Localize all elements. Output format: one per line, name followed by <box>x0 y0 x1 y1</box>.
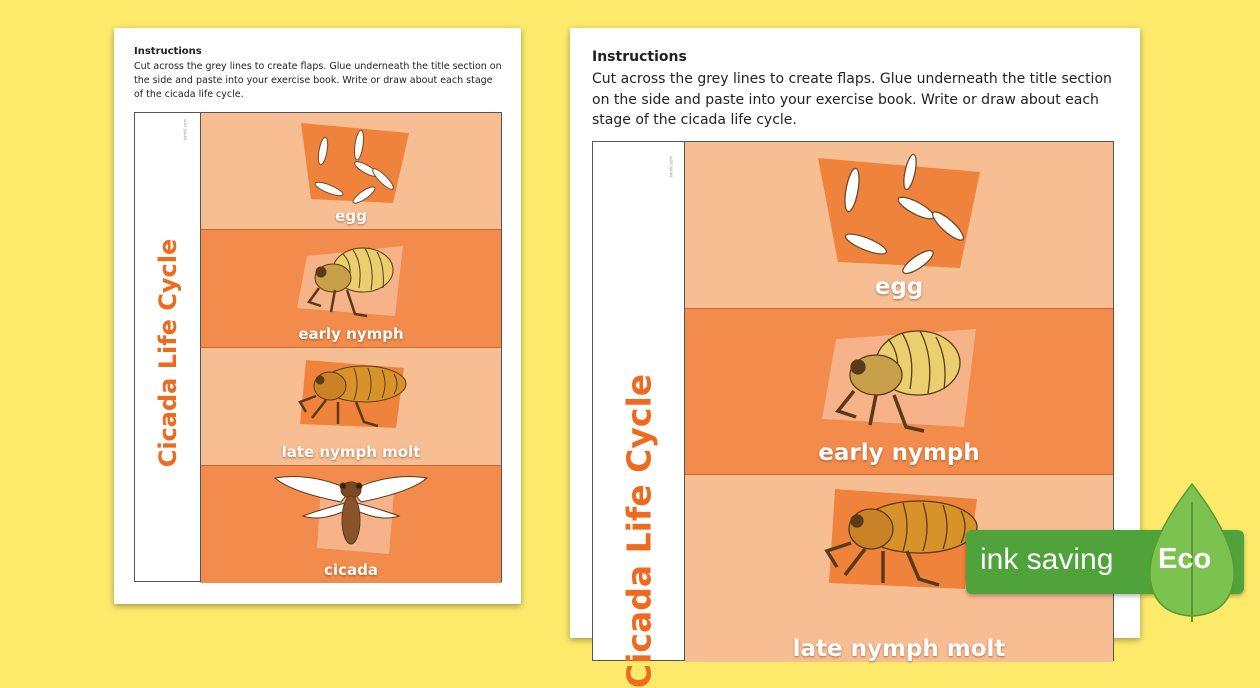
instructions-text: Cut across the grey lines to create flaps. Glue underneath the title section on the side and paste into your exercise book. Write or draw about each stage of the cicada life cycle. <box>592 71 1112 128</box>
eco-label: Eco <box>1158 543 1212 575</box>
late-nymph-illustration <box>286 356 416 436</box>
copyright-text: twinkl.com <box>668 155 674 178</box>
stage-row-early-nymph <box>685 309 1113 475</box>
title-strip <box>135 113 201 581</box>
stage-label-egg: egg <box>874 274 924 300</box>
stage-row-egg <box>201 113 501 230</box>
stage-label-early-nymph: early nymph <box>298 325 404 343</box>
early-nymph-illustration <box>291 236 411 324</box>
stage-label-late-nymph-molt: late nymph molt <box>792 636 1006 662</box>
ink-saving-text: ink saving <box>980 543 1114 576</box>
stage-label-egg: egg <box>335 207 367 225</box>
stage-label-early-nymph: early nymph <box>818 440 980 466</box>
late-nymph-illustration <box>809 485 989 601</box>
stage-row-egg <box>685 142 1113 309</box>
stage-row-early-nymph <box>201 230 501 348</box>
stage-label-late-nymph-molt: late nymph molt <box>281 443 421 461</box>
stage-row-cicada <box>201 466 501 583</box>
early-nymph-illustration <box>814 317 984 435</box>
title-strip <box>593 142 685 688</box>
cicada-illustration <box>271 472 431 558</box>
stage-row-late-nymph-molt <box>201 348 501 466</box>
instructions-title: Instructions <box>592 49 687 65</box>
eggs-illustration <box>291 121 411 205</box>
copyright-text: twinkl.com <box>182 118 188 141</box>
eggs-illustration <box>814 150 984 270</box>
vertical-title: Cicada Life Cycle <box>153 238 182 468</box>
vertical-title: Cicada Life Cycle <box>619 373 658 688</box>
worksheet-preview-small <box>114 28 521 604</box>
instructions-title: Instructions <box>134 46 202 57</box>
stage-label-cicada: cicada <box>324 561 378 579</box>
flap-panel <box>134 112 502 582</box>
instructions-text: Cut across the grey lines to create flaps. Glue underneath the title section on the side and paste into your exercise book. Write or draw about each stage of the cicada life cycle. <box>134 61 502 100</box>
